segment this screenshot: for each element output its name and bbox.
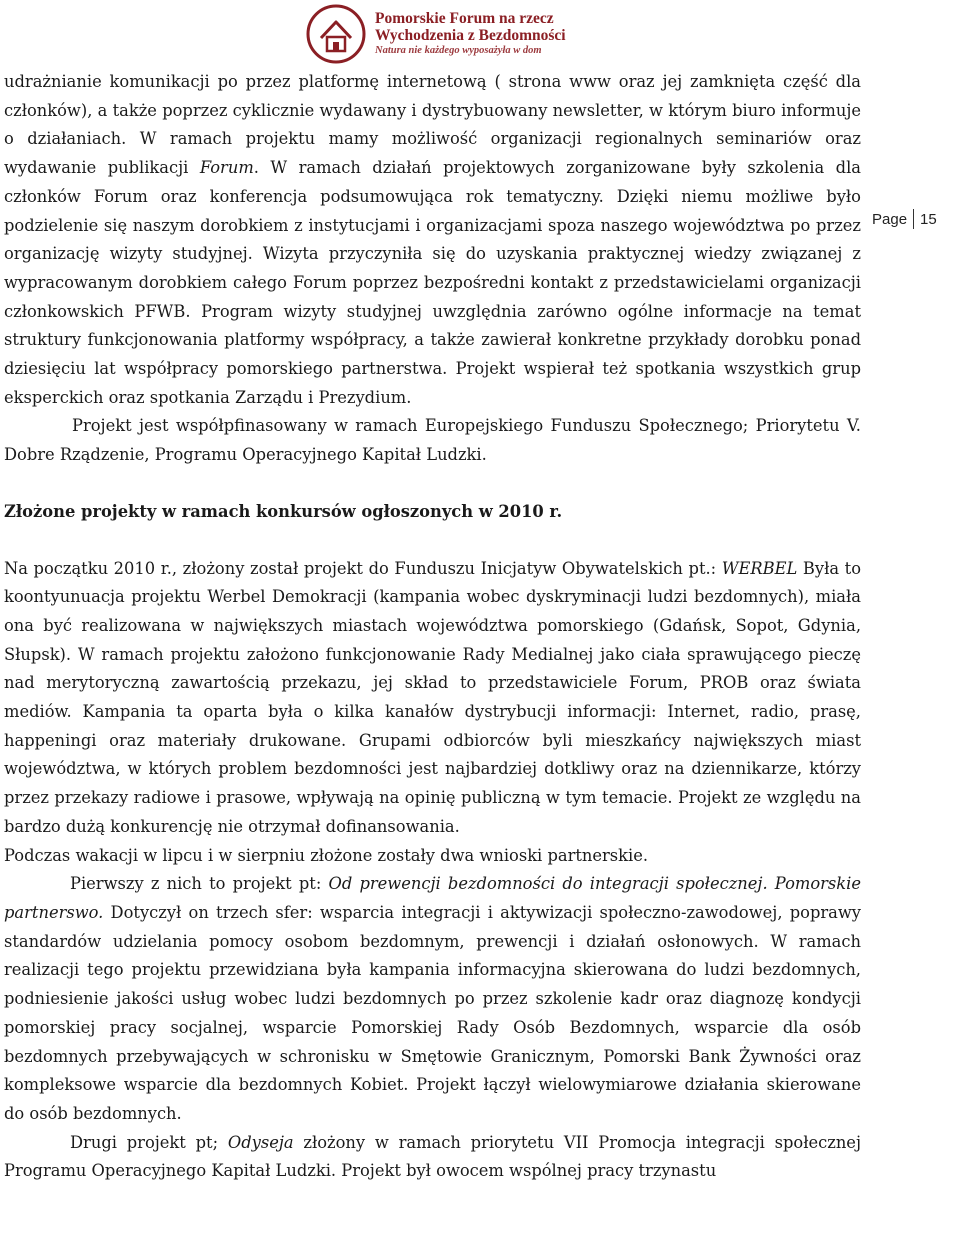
page-number — [872, 207, 958, 231]
paragraph-platform — [4, 68, 861, 412]
text-run: Na początku 2010 r., złożony został projekt do Funduszu Inicjatyw Obywatelskich pt.: — [4, 558, 722, 578]
emphasis-project-title: Od prewencji bezdomności do integracji społecznej. Pomorskie partnerswo. — [4, 874, 861, 922]
house-logo-icon — [303, 2, 369, 66]
text-run: złożony w ramach priorytetu VII Promocja integracji społecznej Programu Operacyjnego Kapitał Ludzki. Projekt był owocem wspólnej pracy trzynastu — [4, 1132, 861, 1181]
header-logo — [303, 2, 643, 66]
paragraph-partner-applications: Podczas wakacji w lipcu i w sierpniu złożone zostały dwa wnioski partnerskie. — [4, 845, 649, 865]
text-run: Pierwszy z nich to projekt pt: — [70, 874, 329, 894]
logo-tagline: Natura nie każdego wyposażyła w dom — [375, 45, 542, 56]
text-run: Była to koontyunuacja projektu Werbel Demokracji (kampania wobec dyskryminacji ludzi bezdomnych), miała ona być realizowana w największych miastach województwa pomorskiego (Gdańsk, Sopot, Gdynia, Słupsk). W ramach projektu założono funkcjonowanie Rady Medialnej jako ciała sprawującego pieczę nad merytoryczną zawartością przekazu, jej skład to przedstawiciele Forum, PROB oraz świata mediów. Kampania ta oparta była o kilka kanałów dystrybucji informacji: Internet, radio, prasę, happeningi oraz materiały drukowane. Grupami odbiorców byli mieszkańcy największych miast województwa, w których problem bezdomności jest najbardziej dotkliwy oraz na dziennikarze, którzy przez przekazy radiowe i prasowe, wpływają na opinię publiczną w tym temacie. Projekt ze względu na bardzo dużą konkurencję nie otrzymał dofinansowania. — [4, 558, 861, 836]
logo-text — [375, 10, 566, 57]
text-run: Dotyczył on trzech sfer: wsparcia integracji i aktywizacji społeczno-zawodowej, poprawy standardów udzielania pomocy osobom bezdomnym, prewencji i działań osłonowych. W ramach realizacji tego projektu przewidziana była kampania informacyjna skierowana do ludzi bezdomnych, podniesienie jakości usług wobec ludzi bezdomnych po przez szkolenie kadr oraz diagnozę kondycji pomorskiej pracy socjalnej, wsparcie Pomorskiej Rady Osób Bezdomnych, wsparcie dla osób bezdomnych przebywających w schronisku w Smętowie Granicznym, Pomorski Bank Żywności oraz kompleksowe wsparcie dla bezdomnych Kobiet. Projekt łączył wielowymiarowe działania skierowane do osób bezdomnych. — [4, 902, 861, 1123]
page-label: Page — [872, 210, 908, 228]
body-text — [4, 68, 861, 1186]
emphasis-odyseja: Odyseja — [227, 1132, 294, 1152]
paragraph-first-project — [4, 870, 861, 1128]
emphasis-forum: Forum — [199, 158, 254, 178]
text-run: udrażnianie komunikacji po przez platformę internetową ( strona www oraz jej zamknięta część dla członków), a także poprzez cyklicznie wydawany i dystrybuowany newsletter, w którym biuro informuje o działaniach. W ramach projektu mamy możliwość organizacji regionalnych seminariów oraz wydawanie publikacji — [4, 72, 861, 178]
text-run: Drugi projekt pt; — [70, 1132, 228, 1152]
logo-line2: Wychodzenia z Bezdomności — [375, 27, 566, 44]
page-value: 15 — [920, 210, 937, 228]
emphasis-werbel: WERBEL — [721, 558, 798, 578]
paragraph-cofinancing: Projekt jest współpfinasowany w ramach Europejskiego Funduszu Społecznego; Priorytetu V. Dobre Rządzenie, Programu Operacyjnego Kapitał Ludzki. — [4, 416, 861, 465]
paragraph-second-project — [4, 1129, 861, 1186]
text-run: . W ramach działań projektowych zorganizowane były szkolenia dla członków Forum oraz konferencja podsumowująca rok tematyczny. Dzięki niemu możliwe było podzielenie się naszym dorobkiem z instytucjami i organizacjami spoza naszego województwa po przez organizację wizyty studyjnej. Wizyta przyczyniła się do uzyskania praktycznej wiedzy związanej z wypracowanym dorobkiem całego Forum poprzez bezpośredni kontakt z przedstawicielami organizacji członkowskich PFWB. Program wizyty studyjnej uwzględnia zarówno ogólne informacje na temat struktury funkcjonowania platformy współpracy, a także zawierał konkretne przykłady dorobku ponad dziesięciu lat współpracy pomorskiego partnerstwa. Projekt wspierał też spotkania wszystkich grup eksperckich oraz spotkania Zarządu i Prezydium. — [4, 158, 861, 407]
paragraph-werbel — [4, 555, 861, 842]
logo-line1: Pomorskie Forum na rzecz — [375, 10, 554, 27]
section-heading: Złożone projekty w ramach konkursów ogłoszonych w 2010 r. — [4, 501, 563, 521]
